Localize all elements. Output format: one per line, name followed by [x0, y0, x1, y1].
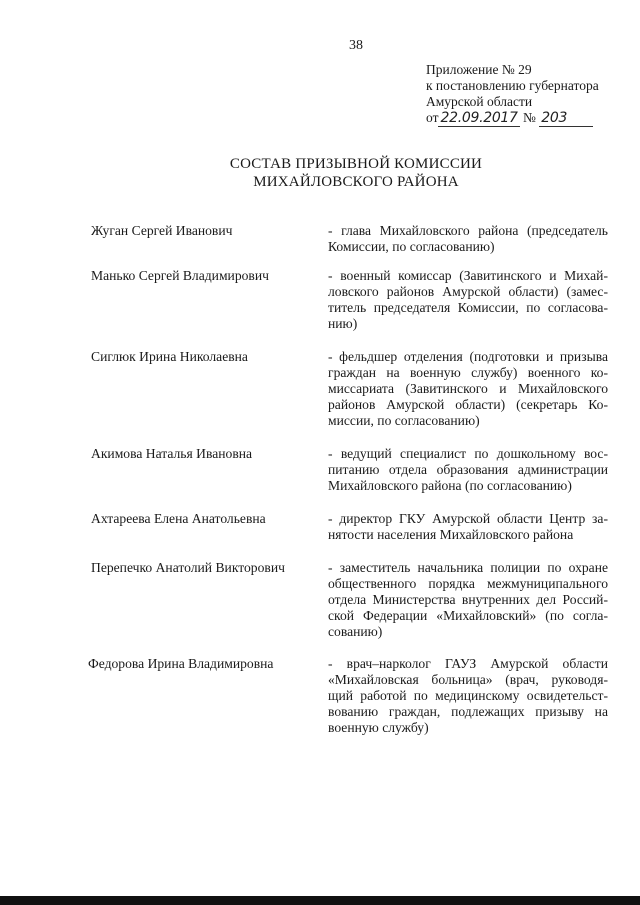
role-line: нятости населения Михайловского района [328, 527, 574, 542]
role-line: - военный комиссар (Завитинского и Михай- [328, 268, 608, 283]
appendix-header [426, 62, 599, 126]
date-prefix: от [426, 110, 439, 125]
member-name: Ахтареева Елена Анатольевна [91, 511, 266, 526]
member-name: Федорова Ирина Владимировна [88, 656, 274, 671]
member-role [328, 268, 608, 332]
member-role [328, 349, 608, 429]
handwritten-date: 22.09.2017 [440, 110, 518, 126]
role-line: военную службу) [328, 720, 429, 735]
role-line: миссариата (Завитинского и Михайловского [328, 381, 608, 396]
role-line: титель председателя Комиссии, по согласова- [328, 300, 608, 315]
member-role [328, 656, 608, 736]
document-title [160, 155, 552, 191]
role-line: отдела Министерства внутренних дел Россий- [328, 592, 608, 607]
role-line: вованию граждан, подлежащих призыву на [328, 704, 608, 719]
number-prefix: № [523, 110, 536, 125]
role-line: щий работой по медицинскому освидетельст- [328, 688, 608, 703]
role-line: миссии, по согласованию) [328, 413, 480, 428]
title-line-2: МИХАЙЛОВСКОГО РАЙОНА [253, 174, 459, 190]
member-name: Манько Сергей Владимирович [91, 268, 269, 283]
member-name: Сиглюк Ирина Николаевна [91, 349, 248, 364]
role-line: ской Федерации «Михайловский» (по согла- [328, 608, 608, 623]
role-line: сованию) [328, 624, 383, 639]
role-line: - глава Михайловского района (председатель [328, 223, 608, 238]
role-line: ловского районов Амурской области) (замес- [328, 284, 608, 299]
appendix-title: Приложение № 29 [426, 62, 532, 77]
member-name: Жуган Сергей Иванович [91, 223, 233, 238]
role-line: общественного порядка межмуниципального [328, 576, 608, 591]
page-number: 38 [349, 38, 363, 53]
member-role [328, 223, 608, 255]
role-line: - заместитель начальника полиции по охране [328, 560, 608, 575]
role-line: - директор ГКУ Амурской области Центр за- [328, 511, 608, 526]
role-line: Михайловского района (по согласованию) [328, 478, 572, 493]
member-role [328, 511, 608, 543]
role-line: нию) [328, 316, 358, 331]
role-line: «Михайловская больница» (врач, руководя- [328, 672, 608, 687]
appendix-region: Амурской области [426, 94, 533, 109]
title-line-1: СОСТАВ ПРИЗЫВНОЙ КОМИССИИ [229, 156, 483, 172]
role-line: - врач–нарколог ГАУЗ Амурской области [328, 656, 608, 671]
handwritten-number: 203 [539, 110, 593, 127]
role-line: - фельдшер отделения (подготовки и призыва [328, 349, 608, 364]
role-line: районов Амурской области) (секретарь Ко- [328, 397, 608, 412]
appendix-reference: к постановлению губернатора [426, 78, 599, 93]
role-line: граждан на военную службу) военного ко- [328, 365, 608, 380]
appendix-date-line [426, 110, 599, 126]
member-name: Перепечко Анатолий Викторович [91, 560, 285, 575]
role-line: питанию отдела образования администрации [328, 462, 608, 477]
member-role [328, 446, 608, 494]
scan-bottom-edge [0, 896, 640, 905]
role-line: Комиссии, по согласованию) [328, 239, 495, 254]
member-name: Акимова Наталья Ивановна [91, 446, 253, 461]
role-line: - ведущий специалист по дошкольному вос- [328, 446, 608, 461]
member-role [328, 560, 608, 640]
